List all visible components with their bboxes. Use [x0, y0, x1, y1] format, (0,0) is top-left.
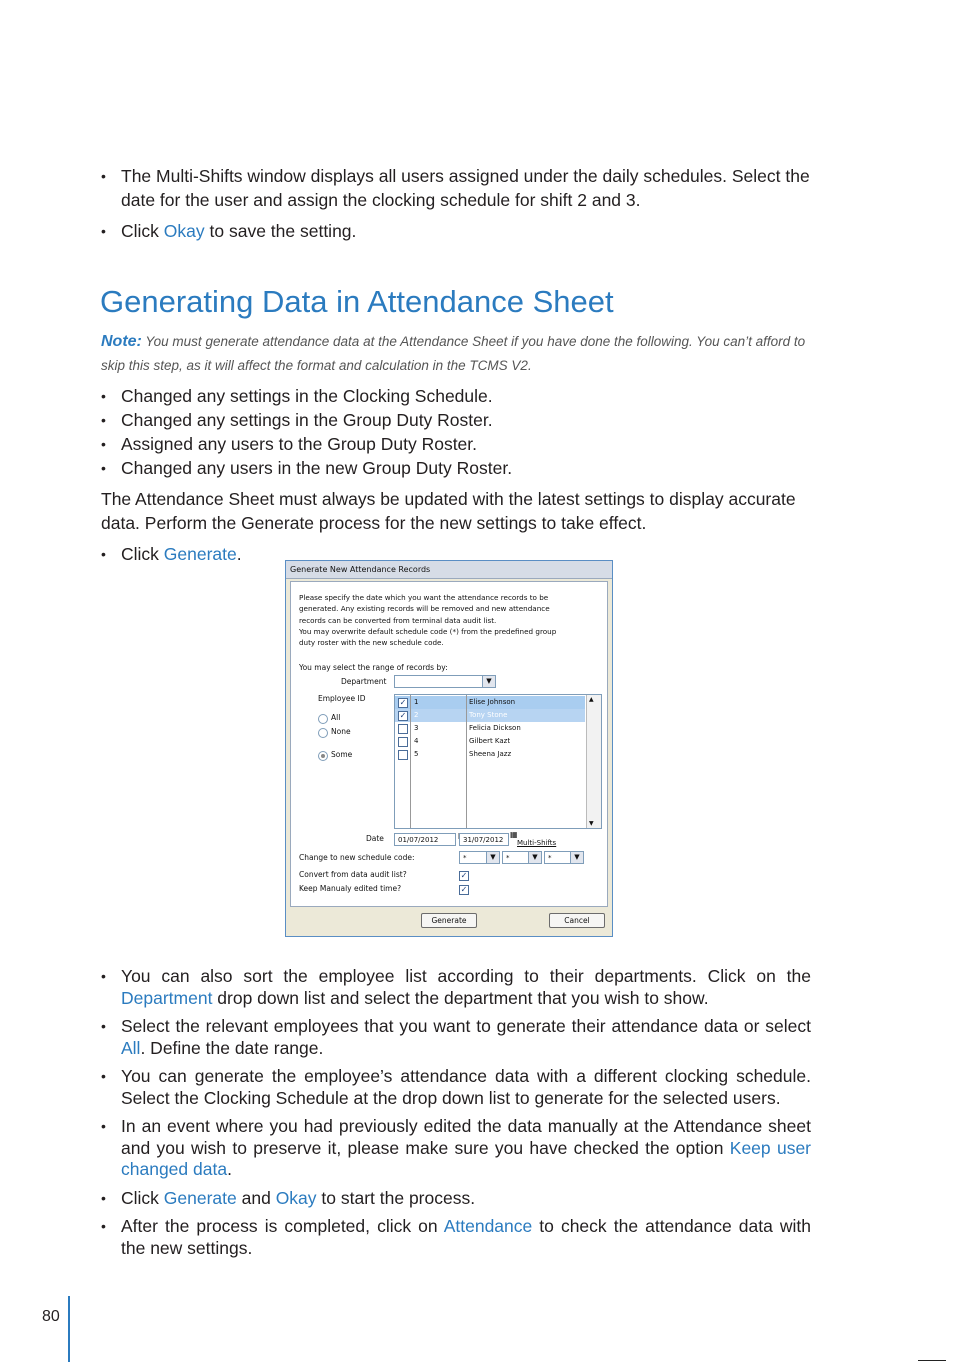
- bullet-attendance: [101, 1216, 811, 1259]
- row-checkbox[interactable]: [398, 724, 408, 734]
- schedule-value: *: [548, 854, 552, 862]
- bottom-bullet-list: [101, 966, 811, 1259]
- grid-scrollbar[interactable]: [586, 695, 601, 828]
- bullet-text: The Multi-Shifts window displays all users assigned under the daily schedules. Select the date for the user and assign the clocking schedule for shift 2 and 3.: [121, 166, 810, 210]
- bullet-text: and: [236, 1187, 276, 1208]
- schedule-dropdown-2[interactable]: [502, 851, 542, 864]
- convert-checkbox[interactable]: ✓: [460, 871, 468, 880]
- date-from-input[interactable]: [394, 833, 456, 846]
- bullet-click-okay: [101, 219, 811, 243]
- department-label: Department: [341, 677, 387, 686]
- chevron-down-icon[interactable]: ▼: [589, 820, 594, 827]
- bullet-sort-department: [101, 966, 811, 1009]
- multi-shifts-link[interactable]: Multi-Shifts: [517, 839, 557, 847]
- radio-all[interactable]: [318, 714, 328, 724]
- row-checkbox[interactable]: [398, 750, 408, 760]
- employee-id-label: Employee ID: [318, 694, 366, 703]
- attendance-paragraph: The Attendance Sheet must always be updated with the latest settings to display accurate data. Perform the Generate process for the new settings to take effect.: [101, 489, 796, 533]
- bullet-text: Click: [121, 221, 164, 241]
- grid-divider: [466, 695, 467, 828]
- bullet-text: drop down list and select the department that you wish to show.: [212, 987, 709, 1008]
- bullet-generate-okay: [101, 1188, 811, 1210]
- bullet-text: In an event where you had previously edited the data manually at the Attendance sheet and you wish to preserve it, please make sure you have checked the option: [121, 1116, 811, 1158]
- employee-grid[interactable]: [394, 694, 602, 829]
- row-id: 1: [414, 698, 419, 706]
- dialog-footer: [286, 907, 612, 936]
- changes-list: [101, 384, 811, 480]
- bullet-keep-data: [101, 1116, 811, 1181]
- radio-all-label: All: [331, 713, 341, 722]
- change-item: • Changed any settings in the Group Duty Roster.: [101, 408, 811, 432]
- chevron-down-icon: ▼: [570, 852, 583, 863]
- schedule-label: Change to new schedule code:: [299, 853, 415, 862]
- chevron-down-icon: ▼: [486, 852, 499, 863]
- radio-some-label: Some: [331, 750, 353, 759]
- row-id: 5: [414, 750, 419, 758]
- convert-label: Convert from data audit list?: [299, 870, 407, 879]
- row-name: Felicia Dickson: [469, 724, 521, 732]
- cancel-button[interactable]: Cancel: [549, 913, 605, 928]
- generate-link[interactable]: Generate: [163, 1187, 237, 1208]
- page-number: 80: [42, 1308, 60, 1325]
- generate-attendance-dialog: [285, 560, 613, 937]
- table-row[interactable]: [395, 748, 585, 761]
- bullet-clocking-schedule: • You can generate the employee’s attendance data with a different clocking schedule. Select the Clocking Schedule at the drop down list to generate for the selected users.: [101, 1066, 811, 1109]
- top-bullet-list: [101, 164, 811, 243]
- radio-none-label: None: [331, 727, 351, 736]
- dialog-instructions: [299, 592, 599, 648]
- row-name: Sheena Jazz: [469, 750, 512, 758]
- bullet-text: to save the setting.: [204, 221, 357, 241]
- calendar-icon[interactable]: ▦: [510, 830, 518, 839]
- bullet-text: .: [236, 544, 242, 564]
- row-id: 3: [414, 724, 419, 732]
- row-checkbox[interactable]: [398, 737, 408, 747]
- dialog-title: Generate New Attendance Records: [286, 561, 612, 579]
- instruction-line: Please specify the date which you want the attendance records to be: [299, 593, 549, 602]
- date-to-input[interactable]: [459, 833, 509, 846]
- instruction-line: You may overwrite default schedule code (*) from the predefined group: [299, 626, 557, 636]
- radio-some[interactable]: [318, 751, 328, 761]
- note-text: You must generate attendance data at the Attendance Sheet if you have done the following. You can’t afford to skip this step, as it will affect the format and calculation in the TCMS V2.: [101, 334, 806, 373]
- schedule-dropdown-3[interactable]: [544, 851, 584, 864]
- schedule-value: *: [463, 854, 467, 862]
- generate-button[interactable]: Generate: [421, 913, 477, 928]
- bullet-text: Click: [121, 1187, 164, 1208]
- bullet-text: to start the process.: [316, 1187, 476, 1208]
- bullet-text: .: [227, 1159, 232, 1179]
- table-row[interactable]: [395, 735, 585, 748]
- row-checkbox[interactable]: ✓: [399, 698, 407, 707]
- table-row[interactable]: [395, 722, 585, 735]
- bullet-multishifts: [101, 164, 811, 212]
- table-row[interactable]: [395, 696, 585, 709]
- table-row[interactable]: [395, 709, 585, 722]
- radio-none[interactable]: [318, 728, 328, 738]
- date-from-value: 01/07/2012: [398, 836, 439, 844]
- generate-link[interactable]: Generate: [163, 544, 237, 564]
- row-name: Tony Stone: [469, 711, 508, 719]
- section-heading: Generating Data in Attendance Sheet: [100, 284, 614, 319]
- bullet-text: Click: [121, 544, 164, 564]
- keep-checkbox[interactable]: ✓: [460, 885, 468, 894]
- department-link[interactable]: Department: [121, 987, 213, 1008]
- page-number-rule: [68, 1296, 70, 1362]
- bullet-text: You can also sort the employee list according to their departments. Click on the: [121, 966, 811, 986]
- date-label: Date: [366, 834, 384, 843]
- bullet-select-employees: [101, 1016, 811, 1059]
- schedule-dropdown-1[interactable]: [459, 851, 500, 864]
- all-link[interactable]: All: [121, 1037, 141, 1058]
- bullet-text: to check the attendance data with the new settings.: [121, 1216, 811, 1258]
- bullet-text: After the process is completed, click on: [121, 1216, 444, 1236]
- department-dropdown[interactable]: [394, 675, 496, 688]
- keep-user-changed-data-link[interactable]: Keep user changed data: [121, 1137, 812, 1179]
- row-checkbox[interactable]: ✓: [399, 711, 407, 720]
- row-id: 4: [414, 737, 419, 745]
- okay-link[interactable]: Okay: [275, 1187, 317, 1208]
- bullet-text: . Define the date range.: [140, 1037, 324, 1058]
- row-name: Gilbert Kazt: [469, 737, 511, 745]
- date-to-value: 31/07/2012: [463, 836, 504, 844]
- dialog-body: [290, 581, 608, 907]
- grid-divider: [410, 695, 411, 828]
- range-label: You may select the range of records by:: [299, 663, 448, 672]
- schedule-value: *: [506, 854, 510, 862]
- instruction-line: records can be converted from terminal data audit list.: [299, 615, 497, 625]
- attendance-link[interactable]: Attendance: [443, 1216, 533, 1236]
- row-id: 2: [414, 711, 419, 719]
- change-item: • Changed any users in the new Group Duty Roster.: [101, 456, 811, 480]
- change-item: • Changed any settings in the Clocking Schedule.: [101, 384, 811, 408]
- chevron-down-icon: ▼: [528, 852, 541, 863]
- note: [101, 330, 813, 378]
- row-name: Elise Johnson: [469, 698, 516, 706]
- chevron-down-icon: ▼: [482, 676, 495, 687]
- corner-rule: [918, 1360, 946, 1361]
- note-label: Note:: [101, 333, 142, 350]
- okay-link[interactable]: Okay: [163, 221, 205, 241]
- instruction-line: generated. Any existing records will be removed and new attendance: [299, 604, 550, 614]
- chevron-up-icon[interactable]: ▲: [589, 696, 594, 703]
- bullet-text: Select the relevant employees that you want to generate their attendance data or select: [121, 1016, 811, 1036]
- instruction-line: duty roster with the new schedule code.: [299, 638, 444, 648]
- keep-label: Keep Manualy edited time?: [299, 884, 402, 893]
- change-item: • Assigned any users to the Group Duty Roster.: [101, 432, 811, 456]
